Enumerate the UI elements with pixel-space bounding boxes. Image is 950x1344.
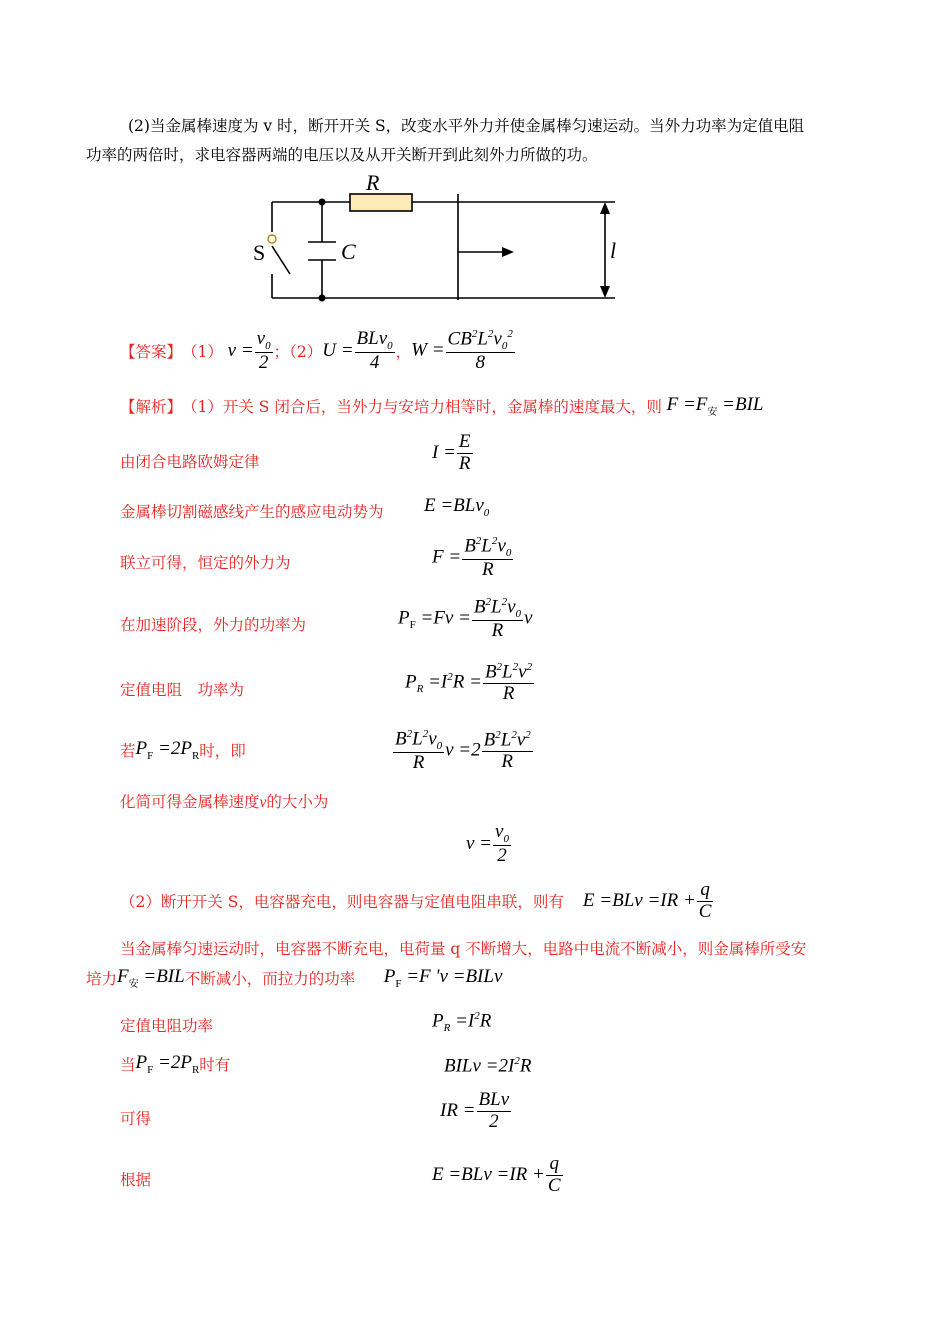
formula-part2-emf: E =BLv =IR + $\frac{q}{C}$ xyxy=(432,1153,561,1196)
answer-line xyxy=(120,328,516,374)
part2-intro-line xyxy=(120,880,714,923)
simplify-v: v xyxy=(259,794,267,811)
resistor xyxy=(350,194,412,211)
step-force: 联立可得，恒定的外力为 xyxy=(120,554,291,572)
formula-ampere-force: $F_安 =BIL$ xyxy=(117,966,185,990)
part2-when-prefix: 当 xyxy=(120,1055,136,1074)
formula-part2-resistor-power: $P_R =I^2R$ xyxy=(432,1010,492,1035)
step-resistor-power: 定值电阻 功率为 xyxy=(120,681,245,699)
part2-when-line xyxy=(120,1052,230,1076)
circuit-diagram xyxy=(250,168,630,308)
part2-resistor-power: 定值电阻功率 xyxy=(120,1017,214,1035)
step-if-suffix: 时，即 xyxy=(199,741,246,760)
step-simplify: 化简可得金属棒速度 xyxy=(120,793,260,811)
formula-equation: $\frac{B^2L^2v_0}{R}$ v =2 $\frac{B^2L^2v^2}{R}$ xyxy=(395,728,531,774)
formula-velocity: v = $\frac{v_0}{2}$ xyxy=(466,821,509,866)
part2-line-2 xyxy=(86,966,502,990)
answer-formula-1: v = $\frac{v_0}{2}$ xyxy=(222,327,271,373)
answer-part-1-label: （1） xyxy=(182,343,223,362)
formula-power: $P_F =Fv$ = $\frac{B^2L^2v_0}{R}$ v xyxy=(398,596,533,642)
formula-ir: IR = $\frac{\text{BLv}}{2}$ xyxy=(440,1089,510,1132)
junction-bottom xyxy=(319,295,326,302)
question-line-2: 功率的两倍时，求电容器两端的电压以及从开关断开到此刻外力所做的功。 xyxy=(86,146,598,164)
resistor-label: R xyxy=(366,170,380,195)
answer-formula-2: U = $\frac{BLv_0}{4}$ xyxy=(322,327,393,373)
velocity-arrowhead xyxy=(502,247,514,257)
length-arrowhead-top xyxy=(600,202,610,214)
step-condition-line xyxy=(120,738,246,762)
answer-tag: 【答案】 xyxy=(120,343,183,362)
length-arrowhead-bottom xyxy=(600,286,610,298)
switch-contact xyxy=(268,235,276,243)
analysis-intro: （1）开关 S 闭合后，当外力与安培力相等时，金属棒的速度最大，则 xyxy=(182,397,662,416)
formula-resistor-power: $P_R =I^2R$ = $\frac{B^2L^2v^2}{R}$ xyxy=(405,661,533,705)
question-line-1: (2)当金属棒速度为 v 时，断开开关 S，改变水平外力并使金属棒匀速运动。当外力功率为定值电阻 xyxy=(128,117,805,135)
part2-obtain: 可得 xyxy=(120,1110,152,1128)
formula-series-circuit: E =BLv =IR + $\frac{q}{C}$ xyxy=(563,879,712,922)
part2-according: 根据 xyxy=(120,1171,152,1189)
part2-line-2-prefix: 培力 xyxy=(86,969,118,988)
answer-comma: ， xyxy=(395,343,412,362)
step-simplify-line xyxy=(120,790,328,812)
step-if-prefix: 若 xyxy=(120,741,136,760)
formula-pull-power: $P_F =F$ 'v =BILv xyxy=(355,966,503,990)
part2-line-2-mid: 不断减小，而拉力的功率 xyxy=(184,969,356,988)
length-label: l xyxy=(610,238,617,263)
formula-condition: $P_F =2P_R$ xyxy=(135,738,200,762)
formula-part2-condition: $P_F =2P_R$ xyxy=(135,1052,200,1076)
formula-force: F = $\frac{B^2L^2v_0}{R}$ xyxy=(432,535,512,581)
step-emf: 金属棒切割磁感线产生的感应电动势为 xyxy=(120,503,384,521)
analysis-intro-line xyxy=(120,394,763,418)
formula-emf: E =BLv$_0$ xyxy=(424,495,490,519)
part2-when-suffix: 时有 xyxy=(199,1055,231,1074)
switch-label: S xyxy=(253,240,266,265)
step-ohm-law: 由闭合电路欧姆定律 xyxy=(120,453,260,471)
junction-top xyxy=(319,199,326,206)
switch-blade xyxy=(272,246,290,274)
step-simplify-suffix: 的大小为 xyxy=(266,793,329,811)
part2-intro: （2）断开开关 S，电容器充电，则电容器与定值电阻串联，则有 xyxy=(120,893,564,912)
capacitor-label: C xyxy=(341,239,356,264)
formula-part2-equation: BILv $=2I^2R$ xyxy=(444,1055,532,1077)
analysis-tag: 【解析】 xyxy=(120,397,183,416)
step-power: 在加速阶段，外力的功率为 xyxy=(120,616,307,634)
formula-force-equals-ampere: $F =F_安 =BIL$ xyxy=(661,394,764,418)
answer-part-2-label: ；（2） xyxy=(273,343,323,362)
formula-current: I = $\frac{E}{R}$ xyxy=(432,431,471,474)
part2-line-1: 当金属棒匀速运动时，电容器不断充电，电荷量 q 不断增大，电路中电流不断减小，则金属棒所受安 xyxy=(120,940,807,958)
answer-formula-3: W = $\frac{CB^2L^2v_0^2}{8}$ xyxy=(411,328,513,374)
